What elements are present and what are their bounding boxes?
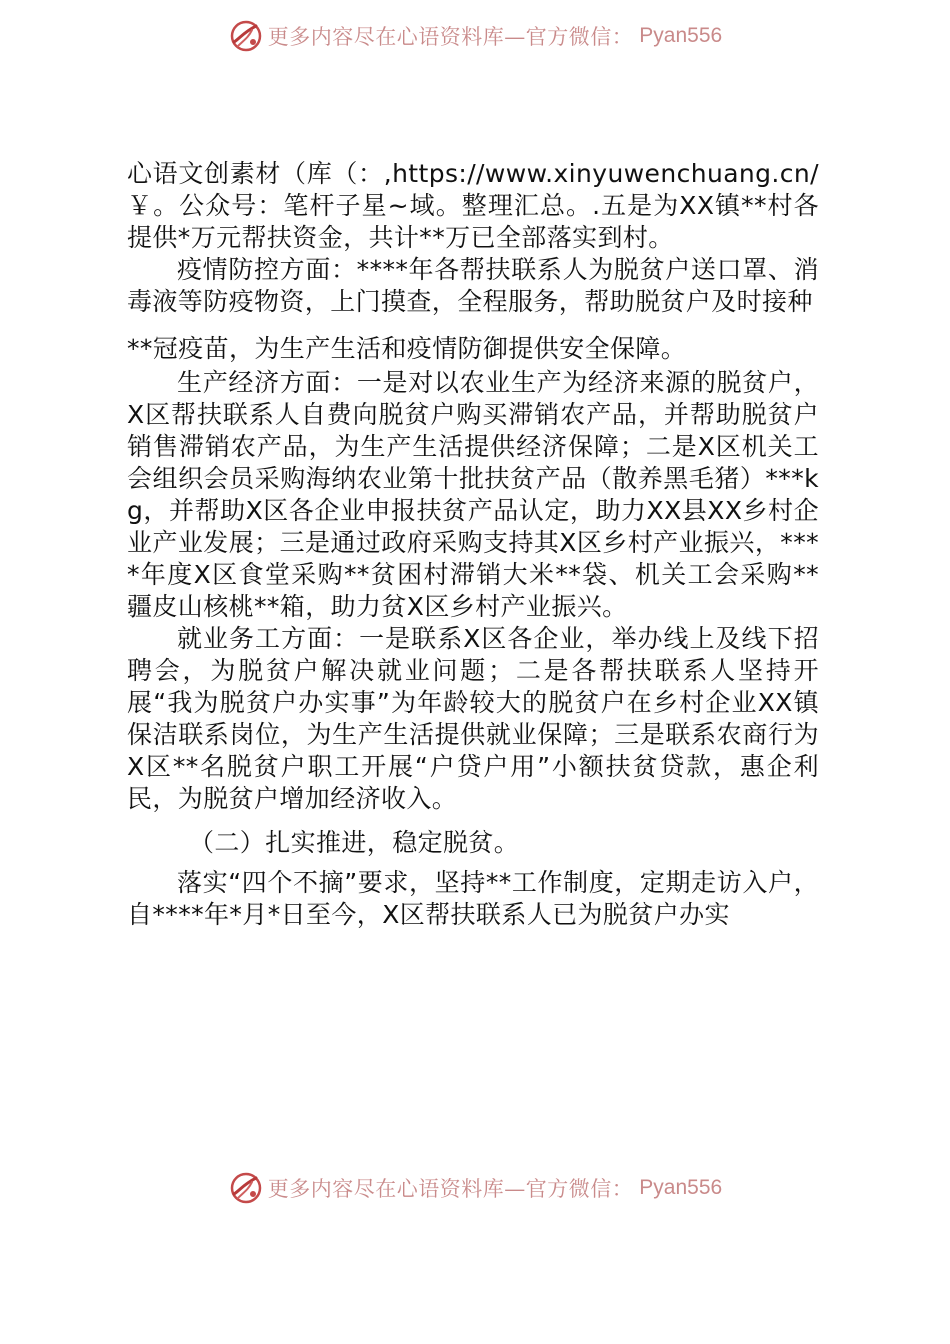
header-banner <box>0 14 950 58</box>
paragraph-vaccine: **冠疫苗，为生产生活和疫情防御提供安全保障。 <box>127 334 687 363</box>
brush-logo-icon <box>228 18 264 54</box>
paragraph-employment: 就业务工方面：一是联系X区各企业，举办线上及线下招聘会，为脱贫户解决就业问题；二是各帮扶联系人坚持开展“我为脱贫户办实事”为年龄较大的脱贫户在乡村企业XX镇保洁联系岗位，为生产生活提供就业保障；三是联系农商行为X区**名脱贫户职工开展“户贷户用”小额扶贫贷款，惠企利民，为脱贫户增加经济收入。 <box>127 624 819 813</box>
footer-banner <box>0 1166 950 1210</box>
brush-logo-icon <box>228 1170 264 1206</box>
banner-wechat-id: Pyan556 <box>639 24 723 47</box>
banner-text: 更多内容尽在心语资料库—官方微信： <box>267 25 634 49</box>
paragraph-1: 心语文创素材（库（：,https://www.xinyuwenchuang.cn/￥。公众号：笔杆子星~域。整理汇总。.五是为XX镇**村各提供*万元帮扶资金，共计**万已全部落实到村。 <box>127 159 819 252</box>
section-heading: （二）扎实推进，稳定脱贫。 <box>189 828 520 857</box>
document-body <box>127 158 819 931</box>
paragraph-economy: 生产经济方面：一是对以农业生产为经济来源的脱贫户，X区帮扶联系人自费向脱贫户购买滞销农产品，并帮助脱贫户销售滞销农产品，为生产生活提供经济保障；二是X区机关工会组织会员采购海纳农业第十批扶贫产品（散养黑毛猪）***kg，并帮助X区各企业申报扶贫产品认定，助力XX县XX乡村企业产业发展；三是通过政府采购支持其X区乡村产业振兴，****年度X区食堂采购**贫困村滞销大米**袋、机关工会采购**疆皮山核桃**箱，助力贫X区乡村产业振兴。 <box>127 368 819 621</box>
paragraph-visits: 落实“四个不摘”要求，坚持**工作制度，定期走访入户，自****年*月*日至今，X区帮扶联系人已为脱贫户办实 <box>127 868 819 929</box>
paragraph-epidemic: 疫情防控方面：****年各帮扶联系人为脱贫户送口罩、消毒液等防疫物资，上门摸查，全程服务，帮助脱贫户及时接种 <box>127 255 819 316</box>
banner-wechat-id: Pyan556 <box>639 1176 723 1199</box>
banner-text: 更多内容尽在心语资料库—官方微信： <box>267 1177 634 1201</box>
